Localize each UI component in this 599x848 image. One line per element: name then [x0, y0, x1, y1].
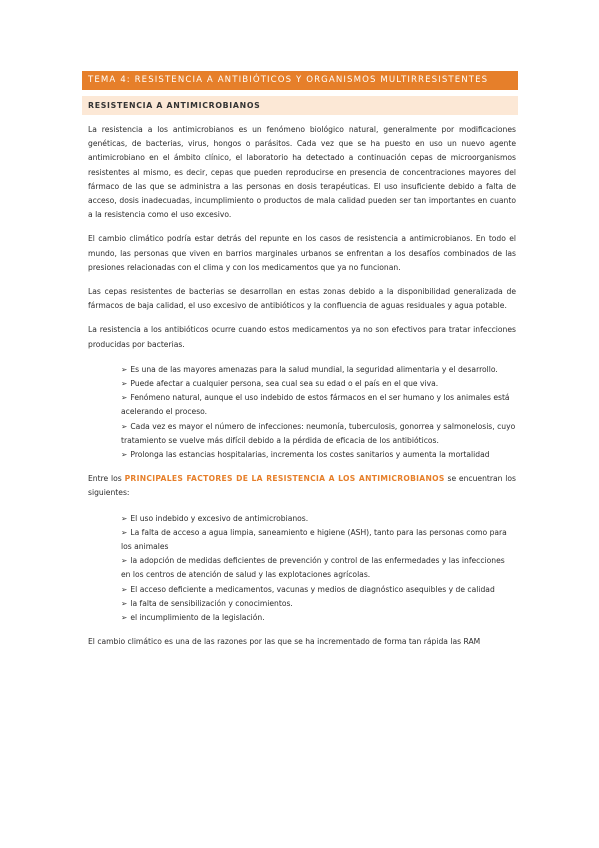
list-item: ➢ la adopción de medidas deficientes de prevención y control de las enfermedades y las infecciones en los centros de atención de salud y las explotaciones agrícolas. [121, 556, 505, 580]
list-item: ➢ El uso indebido y excesivo de antimicrobianos. [121, 513, 309, 523]
paragraph-definition: La resistencia a los antibióticos ocurre cuando estos medicamentos ya no son efectivos para tratar infecciones producidas por bacterias. [88, 325, 516, 349]
list-item: ➢ Prolonga las estancias hospitalarias, incrementa los costes sanitarios y aumenta la mortalidad [121, 450, 490, 460]
list-item: ➢ La falta de acceso a agua limpia, saneamiento e higiene (ASH), tanto para las personas como para los animales [121, 527, 507, 552]
arrow-bullet-icon: ➢ [121, 364, 128, 374]
list-item: ➢ Cada vez es mayor el número de infecciones: neumonía, tuberculosis, gonorrea y salmonelosis, cuyo tratamiento se vuelve más difícil debido a la pérdida de eficacia de los antibióticos. [121, 421, 516, 445]
list-item: ➢ Es una de las mayores amenazas para la salud mundial, la seguridad alimentaria y el desarrollo. [121, 364, 498, 374]
consequences-list [88, 363, 516, 462]
list-item: ➢ El acceso deficiente a medicamentos, vacunas y medios de diagnóstico asequibles y de calidad [121, 584, 495, 594]
section-heading: RESISTENCIA A ANTIMICROBIANOS [82, 96, 518, 115]
paragraph-intro: La resistencia a los antimicrobianos es un fenómeno biológico natural, generalmente por modificaciones genéticas, de bacterias, virus, hongos o parásitos. Cada vez que se ha puesto en uso un nuevo agente antimicrobiano en el ámbito clínico, el laboratorio ha detectado a continuación cepas de microorganismos resistentes al mismo, es decir, cepas que pueden reproducirse en presencia de concentraciones mayores del fármaco de las que se administra a las personas en dosis terapéuticas. El uso insuficiente debido a falta de acceso, dosis inadecuadas, incumplimiento o productos de mala calidad pueden ser tan importantes en cuanto a la resistencia como el uso excesivo. [88, 125, 516, 220]
list-item: ➢ el incumplimiento de la legislación. [121, 613, 265, 623]
paragraph-strains: Las cepas resistentes de bacterias se desarrollan en estas zonas debido a la disponibilidad generalizada de fármacos de baja calidad, el uso excesivo de antibióticos y la confluencia de aguas residuales y agua potable. [88, 287, 516, 311]
arrow-bullet-icon: ➢ [121, 379, 128, 389]
arrow-bullet-icon: ➢ [121, 584, 128, 594]
document-body [88, 123, 516, 650]
list-item: ➢ Puede afectar a cualquier persona, sea cual sea su edad o el país en el que viva. [121, 379, 439, 389]
page-title: TEMA 4: RESISTENCIA A ANTIBIÓTICOS Y ORGANISMOS MULTIRRESISTENTES [82, 71, 518, 90]
paragraph-climate: El cambio climático podría estar detrás del repunte en los casos de resistencia a antimicrobianos. En todo el mundo, las personas que viven en barrios marginales urbanos se enfrentan a los desafíos combinados de las presiones relacionadas con el clima y con los medicamentos que ya no funcionan. [88, 234, 516, 272]
arrow-bullet-icon: ➢ [121, 598, 128, 608]
factors-highlight: PRINCIPALES FACTORES DE LA RESISTENCIA A LOS ANTIMICROBIANOS [124, 474, 445, 484]
factors-list [88, 512, 516, 626]
arrow-bullet-icon: ➢ [121, 527, 128, 537]
arrow-bullet-icon: ➢ [121, 421, 128, 431]
arrow-bullet-icon: ➢ [121, 393, 128, 403]
arrow-bullet-icon: ➢ [121, 613, 128, 623]
list-item: ➢ la falta de sensibilización y conocimientos. [121, 598, 293, 608]
arrow-bullet-icon: ➢ [121, 450, 128, 460]
arrow-bullet-icon: ➢ [121, 513, 128, 523]
paragraph-climate-ram: El cambio climático es una de las razones por las que se ha incrementado de forma tan rápida las RAM [88, 637, 481, 647]
paragraph-factors-intro: Entre los PRINCIPALES FACTORES DE LA RESISTENCIA A LOS ANTIMICROBIANOS se encuentran los siguientes: [88, 474, 516, 498]
arrow-bullet-icon: ➢ [121, 556, 128, 566]
list-item: ➢ Fenómeno natural, aunque el uso indebido de estos fármacos en el ser humano y los animales está acelerando el proceso. [121, 393, 510, 417]
